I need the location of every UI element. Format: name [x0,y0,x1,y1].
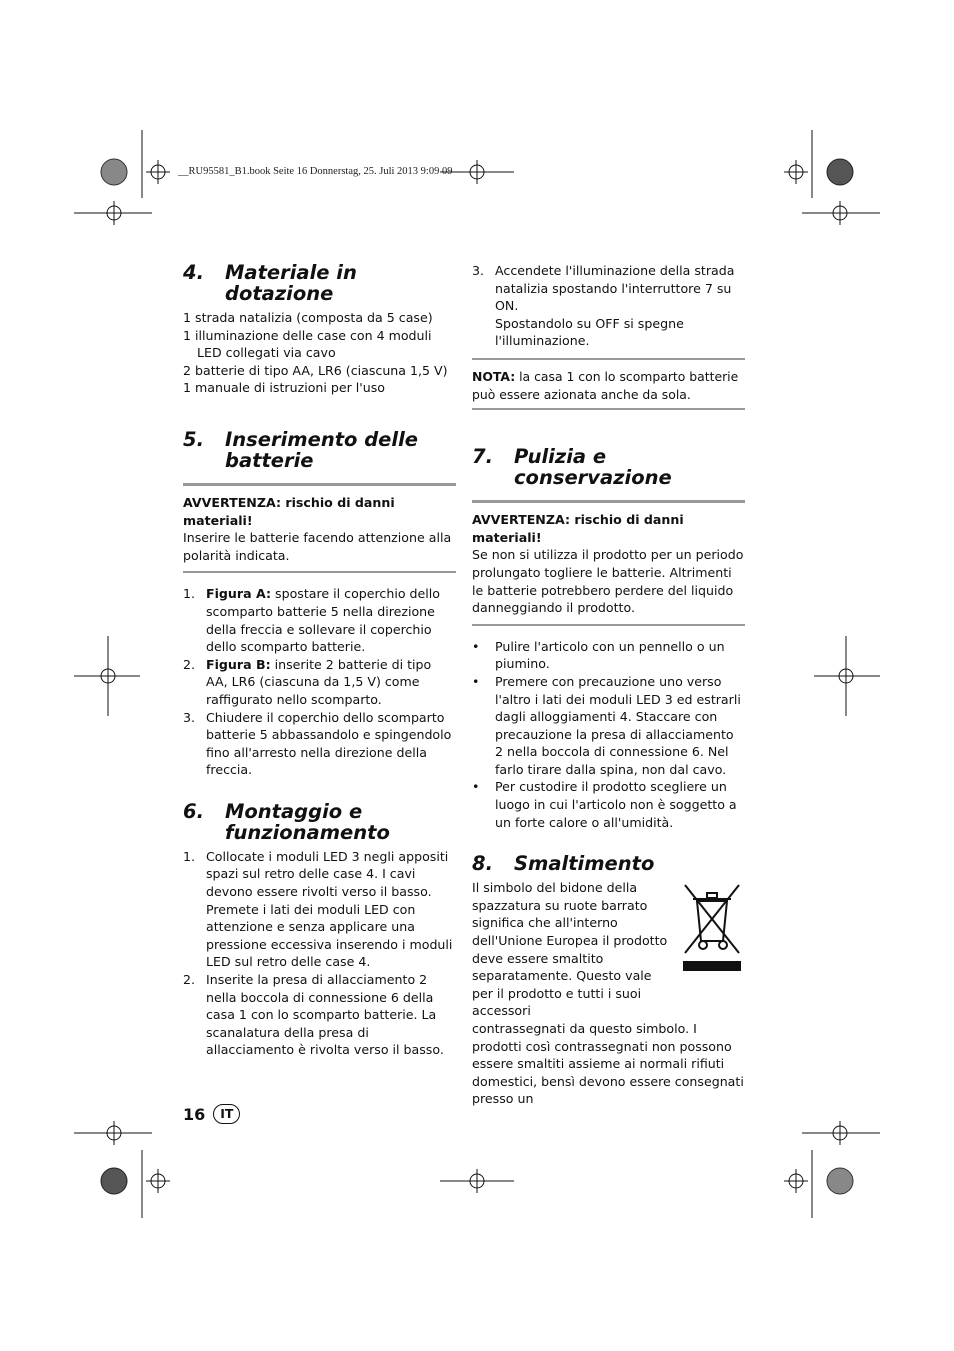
bullet-text: Per custodire il prodotto scegliere un luogo in cui l'articolo non è soggetto a un forte calore o all'umidità. [495,779,737,830]
section-7-heading: 7. Pulizia e conservazione [472,445,672,490]
step-text: Inserite la presa di allacciamento 2 nella boccola di connessione 6 della casa 1 con lo scomparto batterie. La scanalatura della presa di allacciamento è rivolta verso il basso. [206,972,444,1058]
step-text: spostare il coperchio dello scomparto batterie 5 nella direzione della freccia e sollevare il coperchio dello scomparto batterie. [206,586,440,655]
print-header: __RU95581_B1.book Seite 16 Donnerstag, 25. Juli 2013 9:09 09 [178,166,453,177]
warning-box-5 [183,483,456,573]
assembly-step-3: 3. Accendete l'illuminazione della strada natalizia spostando l'interruttore 7 su ON. Spostandolo su OFF si spegne l'illuminazione. [472,262,745,350]
list-item [183,709,456,779]
step-lead: Figura A: [206,586,272,602]
list-item [472,673,745,779]
list-item [472,638,745,673]
warning-title: AVVERTENZA: rischio di danni materiali! [472,512,684,545]
language-badge: IT [213,1104,240,1124]
step-body [206,656,456,709]
warning-title: AVVERTENZA: rischio di danni materiali! [183,494,395,528]
disposal-block [472,879,745,1020]
step-3-text-2: Spostandolo su OFF si spegne l'illuminazione. [495,315,684,349]
step-number: 1. [183,586,196,602]
right-column [472,262,745,1108]
bullet-icon: • [472,638,480,654]
note-text: la casa 1 con lo scomparto batterie può essere azionata anche da sola. [472,368,739,402]
list-item: 1 strada natalizia (composta da 5 case) [183,310,433,325]
step-number: 3. [183,709,196,725]
note-label: NOTA: [472,368,516,384]
left-column [183,262,456,1059]
disposal-text: Il simbolo del bidone della spazzatura su ruote barrato significa che all'interno dell'Unione Europea il prodotto deve essere smaltito separatamente. Questo vale per il prodotto e tutti i suoi accessori [472,880,668,1019]
contents-list [183,309,456,397]
bullet-icon: • [472,779,480,795]
note-box [472,358,745,410]
step-number: 2. [183,656,196,672]
battery-steps [183,585,456,779]
step-3-text: Accendete l'illuminazione della strada natalizia spostando l'interruttore 7 su ON. [495,263,735,314]
step-text: Chiudere il coperchio dello scomparto batterie 5 abbassandolo e spingendolo fino all'arresto nella direzione della freccia. [206,709,452,778]
warning-text: Inserire le batterie facendo attenzione alla polarità indicata. [183,530,452,563]
list-item [183,656,456,709]
warning-text: Se non si utilizza il prodotto per un periodo prolungato togliere le batterie. Altrimenti le batterie potrebbero perdere del liquido danneggiando il prodotto. [472,547,744,616]
step-text: inserite 2 batterie di tipo AA, LR6 (ciascuna da 1,5 V) come raffigurato nello scomparto. [206,656,432,707]
step-text: Collocate i moduli LED 3 negli appositi spazi sul retro delle case 4. I cavi devono essere rivolti verso il basso. Premete i lati dei moduli LED con attenzione e senza applicare una pressione eccessiva inserendo i moduli LED sul retro delle case 4. [206,848,453,970]
list-item [472,778,745,831]
disposal-text-cont: contrassegnati da questo simbolo. I prodotti così contrassegnati non possono essere smaltiti assieme ai normali rifiuti domestici, bensì devono essere consegnati presso un [472,1021,744,1107]
bullet-text: Pulire l'articolo con un pennello o un piumino. [495,638,725,672]
assembly-steps [183,848,456,1059]
bullet-text: Premere con precauzione uno verso l'altro i lati dei moduli LED 3 ed estrarli dagli alloggiamenti 4. Staccare con precauzione la presa di allacciamento 2 nella boccola di connessione 6. Nel farlo tirare dalla spina, non dal cavo. [495,673,741,777]
page-footer [183,1104,240,1124]
section-8-heading: 8. Smaltimento [472,852,655,876]
warning-box-7 [472,500,745,626]
list-item [183,585,456,655]
page-number: 16 [183,1104,206,1124]
list-item: 2 batterie di tipo AA, LR6 (ciascuna 1,5 V) [183,362,448,378]
list-item [183,971,456,1059]
list-item: 1 illuminazione delle case con 4 moduli LED collegati via cavo [183,327,432,361]
bullet-icon: • [472,673,480,689]
step-body [206,585,456,655]
section-4-heading: 4. Materiale in dotazione [183,261,357,305]
step-number: 1. [183,848,196,864]
step-number: 2. [183,972,196,988]
list-item: 1 manuale di istruzioni per l'uso [183,380,386,396]
step-body [206,709,456,779]
step-lead: Figura B: [206,656,271,672]
section-6-heading: 6. Montaggio e funzionamento [183,799,390,844]
cleaning-list [472,638,745,832]
list-item [183,848,456,971]
crossed-bin-icon [679,879,745,975]
section-5-heading: 5. Inserimento delle batterie [183,427,418,472]
